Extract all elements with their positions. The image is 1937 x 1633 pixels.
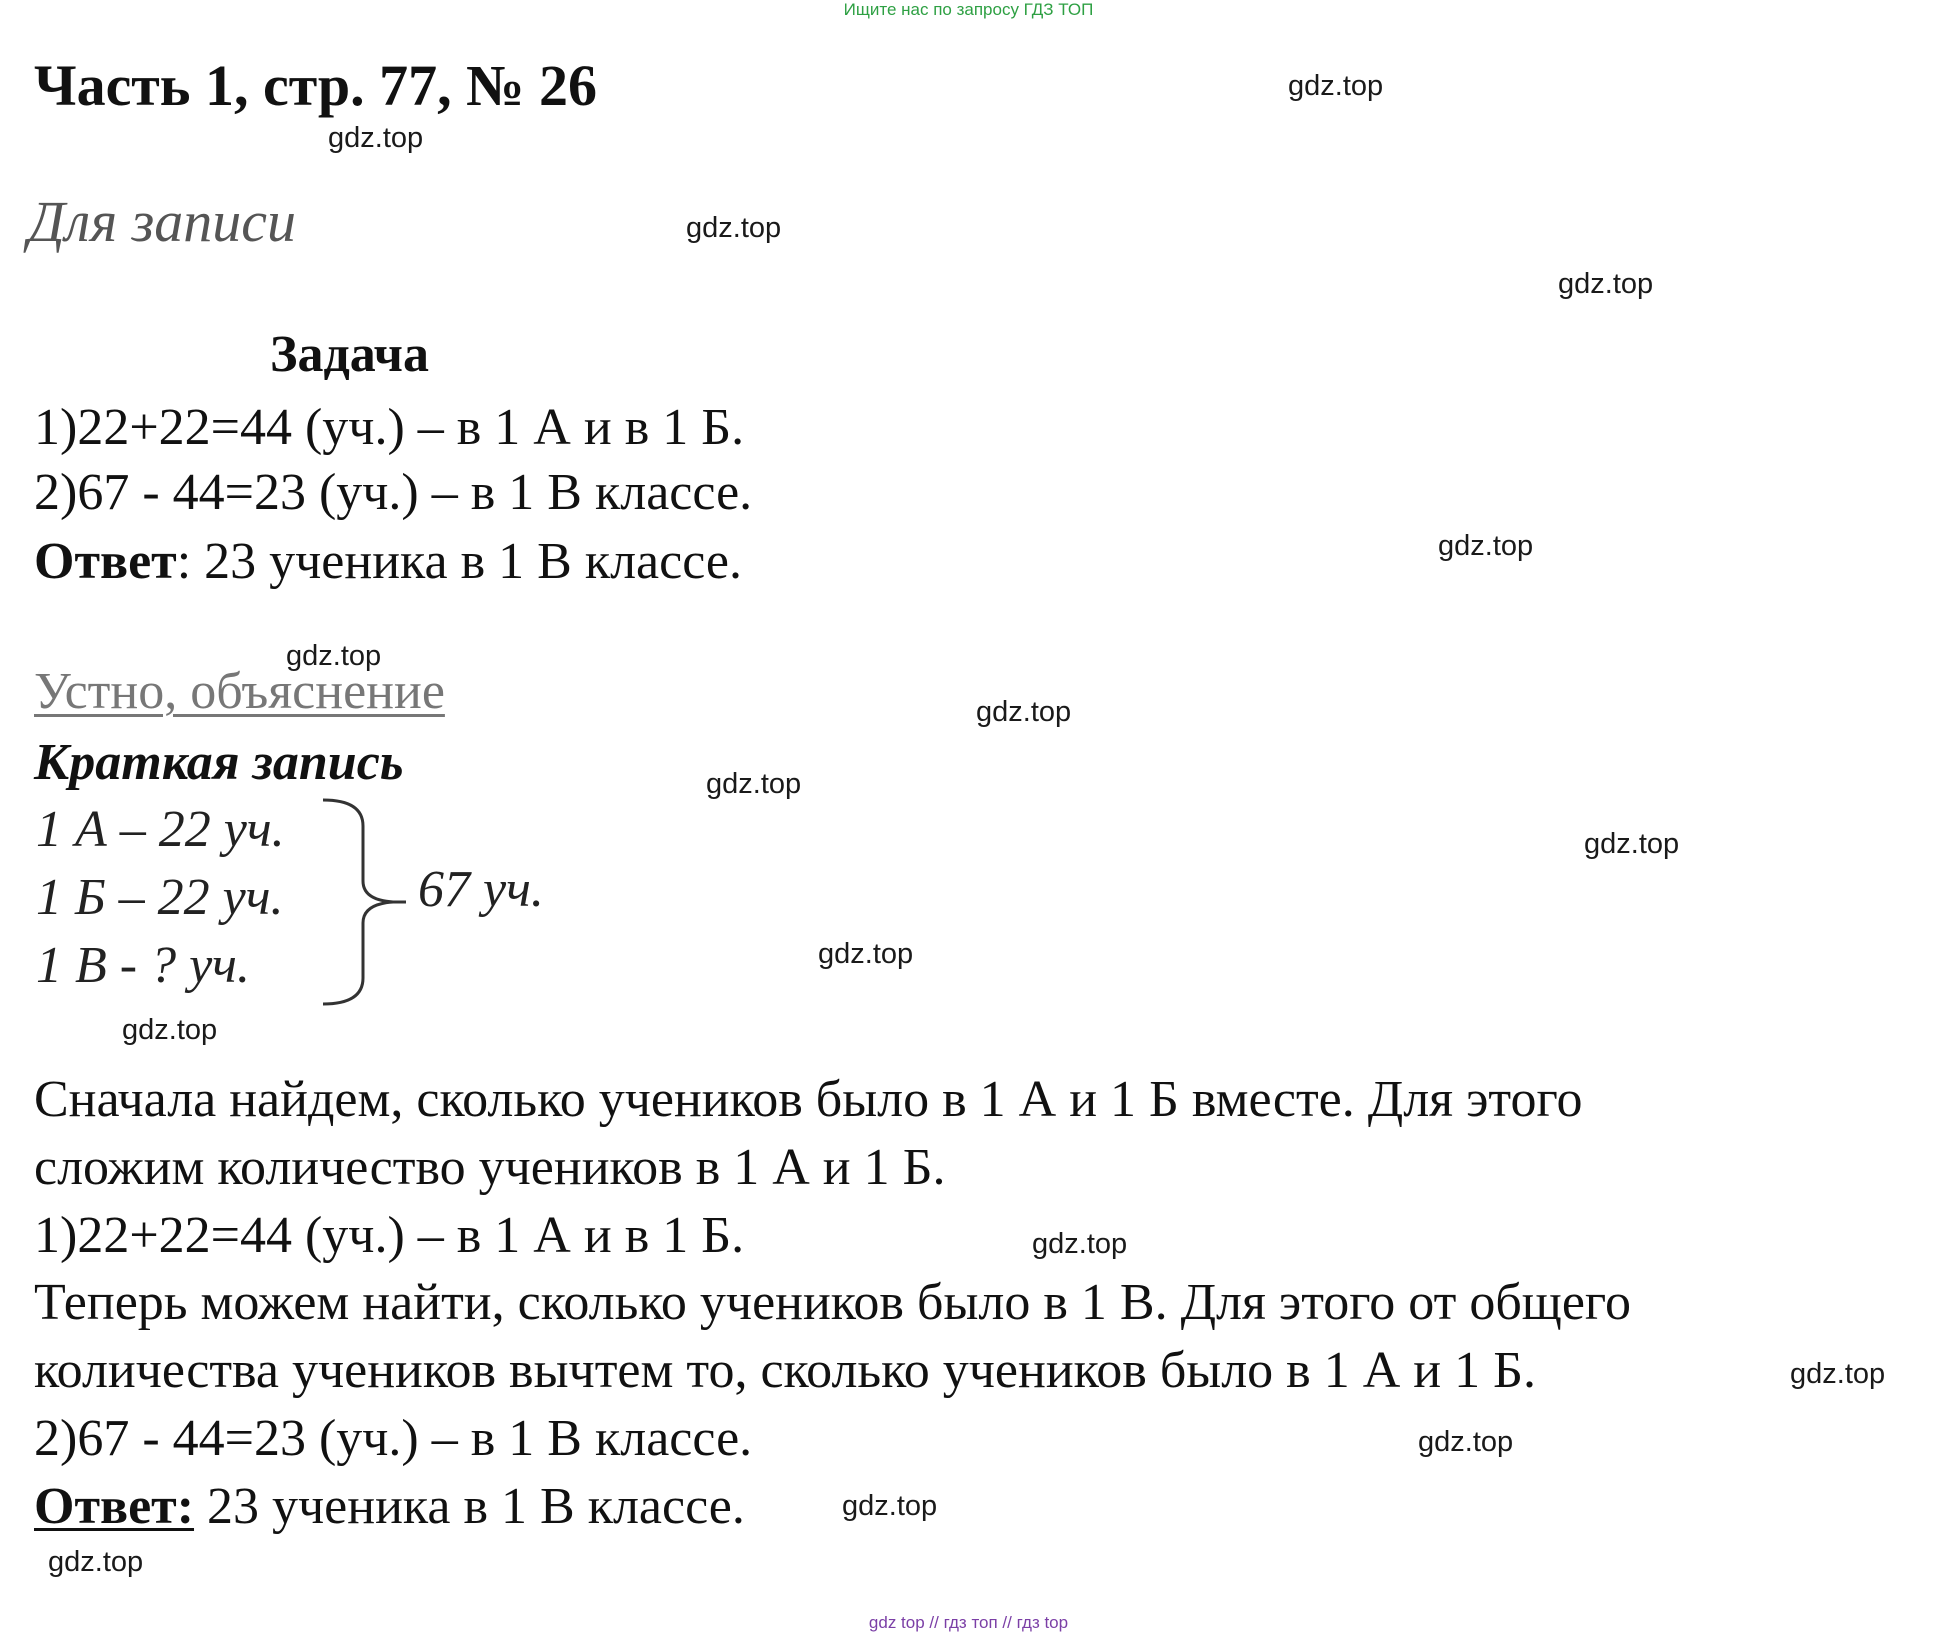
explanation-step-2: 2)67 - 44=23 (уч.) – в 1 В классе. (34, 1410, 753, 1467)
watermark: gdz.top (48, 1546, 144, 1578)
explanation-para2-line1: Теперь можем найти, сколько учеников было в 1 В. Для этого от общего (34, 1274, 1631, 1331)
explanation-answer-label: Ответ: (34, 1478, 195, 1535)
oral-explanation-heading: Устно, объяснение (34, 663, 445, 720)
explanation-step-1: 1)22+22=44 (уч.) – в 1 А и в 1 Б. (34, 1207, 745, 1264)
top-banner: Ищите нас по запросу ГДЗ ТОП (843, 0, 1094, 19)
watermark: gdz.top (1790, 1358, 1886, 1390)
footer-links: gdz top // гдз топ // гдз top (868, 1613, 1069, 1632)
solution-step-2: 2)67 - 44=23 (уч.) – в 1 В классе. (34, 464, 753, 521)
explanation-para1-line2: сложим количество учеников в 1 А и 1 Б. (34, 1139, 946, 1196)
watermark: gdz.top (818, 938, 914, 970)
answer-label: Ответ (34, 533, 177, 590)
watermark: gdz.top (1558, 268, 1654, 300)
explanation-para2-line2: количества учеников вычтем то, сколько учеников было в 1 А и 1 Б. (34, 1342, 1536, 1399)
short-record-item-1v: 1 В - ? уч. (36, 937, 250, 994)
explanation-answer-text: 23 ученика в 1 В классе. (194, 1478, 745, 1535)
task-heading: Задача (270, 326, 429, 383)
answer-text: : 23 ученика в 1 В классе. (176, 533, 742, 590)
short-record-item-1b: 1 Б – 22 уч. (36, 869, 284, 926)
watermark: gdz.top (842, 1490, 938, 1522)
short-record-item-1a: 1 А – 22 уч. (36, 801, 285, 858)
watermark: gdz.top (686, 212, 782, 244)
curly-brace-icon (318, 796, 408, 1008)
page-title: Часть 1, стр. 77, № 26 (34, 53, 597, 118)
watermark: gdz.top (286, 640, 382, 672)
for-record-heading: Для записи (28, 189, 297, 254)
watermark: gdz.top (1288, 70, 1384, 102)
watermark: gdz.top (1032, 1228, 1128, 1260)
short-record-heading: Краткая запись (34, 734, 404, 791)
watermark: gdz.top (1418, 1426, 1514, 1458)
watermark: gdz.top (976, 696, 1072, 728)
watermark: gdz.top (706, 768, 802, 800)
watermark: gdz.top (1438, 530, 1534, 562)
explanation-answer (34, 1477, 745, 1536)
solution-answer (34, 532, 742, 591)
solution-step-1: 1)22+22=44 (уч.) – в 1 А и в 1 Б. (34, 399, 745, 456)
watermark: gdz.top (1584, 828, 1680, 860)
short-record-total: 67 уч. (418, 861, 544, 918)
watermark: gdz.top (122, 1014, 218, 1046)
watermark: gdz.top (328, 122, 424, 154)
explanation-para1-line1: Сначала найдем, сколько учеников было в 1 А и 1 Б вместе. Для этого (34, 1071, 1583, 1128)
